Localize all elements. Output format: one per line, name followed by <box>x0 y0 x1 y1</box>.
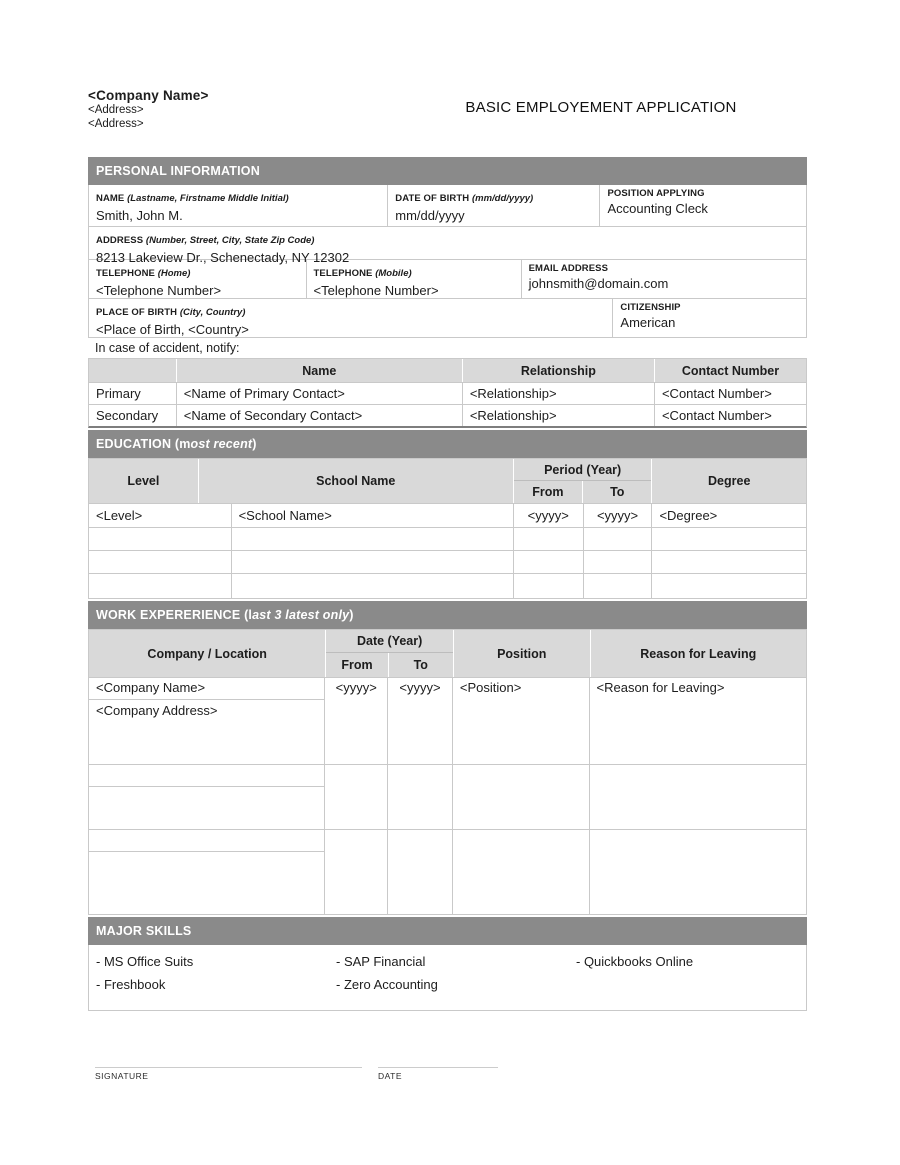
place-of-birth-value[interactable]: <Place of Birth, <Country> <box>96 322 249 337</box>
secondary-relationship-value[interactable]: <Relationship> <box>462 405 654 426</box>
skills-column-3 <box>576 950 693 973</box>
section-header-personal-information <box>88 157 807 185</box>
education-header-to: To <box>610 485 625 499</box>
work-to-empty[interactable] <box>388 830 453 914</box>
education-from-empty[interactable] <box>513 574 583 598</box>
emergency-row-secondary <box>89 404 806 426</box>
education-title-italic: ost recent <box>190 437 253 451</box>
education-level-empty[interactable] <box>89 551 231 573</box>
education-title-pre: EDUCATION (m <box>96 437 191 451</box>
work-position-empty[interactable] <box>453 765 590 829</box>
telephone-mobile-hint: (Mobile) <box>375 268 412 279</box>
primary-name-value[interactable]: <Name of Primary Contact> <box>176 383 462 404</box>
skill-item: - MS Office Suits <box>96 954 194 969</box>
education-to-empty[interactable] <box>583 551 652 573</box>
address-hint: (Number, Street, City, State Zip Code) <box>145 235 315 246</box>
work-title-italic: ast 3 latest only <box>252 608 350 622</box>
education-from-empty[interactable] <box>513 551 583 573</box>
education-school-value[interactable]: <School Name> <box>231 504 513 527</box>
row-name-dob-position <box>89 185 806 226</box>
field-date-of-birth <box>387 185 599 226</box>
work-to-value[interactable]: <yyyy> <box>388 678 453 764</box>
dob-hint: (mm/dd/yyyy) <box>471 193 534 204</box>
education-degree-value[interactable]: <Degree> <box>651 504 806 527</box>
emergency-header-relationship: Relationship <box>462 359 654 382</box>
secondary-name-value[interactable]: <Name of Secondary Contact> <box>176 405 462 426</box>
name-label: NAME <box>96 193 128 204</box>
emergency-row-primary <box>89 382 806 404</box>
work-header-date-group <box>325 630 453 677</box>
work-block-2 <box>89 764 806 829</box>
row-telephone-email <box>89 259 806 298</box>
education-row-3 <box>89 550 806 573</box>
emergency-table-header <box>89 359 806 382</box>
secondary-contact-value[interactable]: <Contact Number> <box>654 405 806 426</box>
section-header-major-skills <box>88 917 807 945</box>
work-company-name-empty[interactable] <box>89 765 324 787</box>
name-hint: (Lastname, Firstname Middle Initial) <box>127 193 289 204</box>
citizenship-label: CITIZENSHIP <box>620 302 681 313</box>
work-header-position: Position <box>453 630 590 677</box>
education-to-empty[interactable] <box>583 574 652 598</box>
field-email <box>521 260 806 298</box>
primary-type-label: Primary <box>96 386 141 401</box>
personal-info-table <box>88 185 807 338</box>
education-school-empty[interactable] <box>231 528 513 550</box>
work-block-3 <box>89 829 806 914</box>
field-citizenship <box>612 299 806 337</box>
telephone-home-value[interactable]: <Telephone Number> <box>96 283 222 298</box>
email-value[interactable]: johnsmith@domain.com <box>528 276 669 291</box>
work-from-empty[interactable] <box>325 765 388 829</box>
skill-item: - Freshbook <box>96 977 166 992</box>
education-header-level: Level <box>127 474 160 488</box>
work-header-to: To <box>413 658 428 672</box>
education-header-school: School Name <box>198 459 513 503</box>
education-degree-empty[interactable] <box>651 574 806 598</box>
education-title-close: ) <box>252 437 257 451</box>
education-header-from: From <box>514 481 583 503</box>
work-from-empty[interactable] <box>325 830 388 914</box>
skill-item: - Quickbooks Online <box>576 954 694 969</box>
position-label: POSITION APPLYING <box>607 188 705 199</box>
section-header-education <box>88 430 807 458</box>
document-content <box>88 88 807 1081</box>
section-header-work-experience <box>88 601 807 629</box>
work-header-date: Date (Year) <box>326 630 453 653</box>
email-label: EMAIL ADDRESS <box>528 263 609 274</box>
work-reason-empty[interactable] <box>590 830 807 914</box>
emergency-header-name: Name <box>176 359 462 382</box>
work-header-from: From <box>326 653 388 677</box>
education-school-empty[interactable] <box>231 574 513 598</box>
skill-item: - SAP Financial <box>336 954 426 969</box>
telephone-home-hint: (Home) <box>157 268 191 279</box>
education-table <box>88 458 807 599</box>
secondary-type-label: Secondary <box>96 408 159 423</box>
education-level-empty[interactable] <box>89 528 231 550</box>
name-value[interactable]: Smith, John M. <box>96 208 183 223</box>
work-header-company: Company / Location <box>147 646 267 661</box>
work-title-close: ) <box>349 608 354 622</box>
work-header-reason: Reason for Leaving <box>590 630 806 677</box>
field-name <box>89 185 387 226</box>
work-company-name-empty[interactable] <box>89 830 324 852</box>
signature-footer <box>88 1067 807 1081</box>
field-place-of-birth <box>89 299 612 337</box>
education-header-period: Period (Year) <box>514 459 652 481</box>
position-value[interactable]: Accounting Cleck <box>607 201 708 216</box>
skills-section-title: MAJOR SKILLS <box>96 924 192 938</box>
field-telephone-mobile <box>306 260 521 298</box>
primary-contact-value[interactable]: <Contact Number> <box>654 383 806 404</box>
work-to-empty[interactable] <box>388 765 453 829</box>
address-value[interactable]: 8213 Lakeview Dr., Schenectady, NY 12302 <box>96 250 350 265</box>
education-degree-empty[interactable] <box>651 528 806 550</box>
signature-field[interactable]: SIGNATURE <box>95 1067 362 1081</box>
work-position-empty[interactable] <box>453 830 590 914</box>
place-of-birth-label: PLACE OF BIRTH <box>96 307 180 318</box>
skills-column-1 <box>96 950 193 996</box>
skill-item: - Zero Accounting <box>336 977 438 992</box>
field-position-applying <box>599 185 805 226</box>
telephone-home-label: TELEPHONE <box>96 268 158 279</box>
emergency-header-contact: Contact Number <box>654 359 806 382</box>
education-degree-empty[interactable] <box>651 551 806 573</box>
education-level-empty[interactable] <box>89 574 231 598</box>
emergency-contact-table <box>88 358 807 428</box>
emergency-header-blank <box>89 359 176 382</box>
row-birthplace-citizenship <box>89 298 806 337</box>
work-company-address-empty[interactable] <box>89 787 324 829</box>
education-row-4 <box>89 573 806 598</box>
work-company-address-value[interactable]: <Company Address> <box>96 703 218 718</box>
education-level-value[interactable]: <Level> <box>96 508 143 523</box>
education-to-value[interactable]: <yyyy> <box>583 504 652 527</box>
citizenship-value[interactable]: American <box>620 315 676 330</box>
work-block-1 <box>89 678 806 764</box>
work-title-pre: WORK EXPERERIENCE (l <box>96 608 253 622</box>
section-title-personal: PERSONAL INFORMATION <box>96 164 260 178</box>
education-table-header <box>89 459 806 504</box>
major-skills-box <box>88 945 807 1011</box>
company-address-line-2[interactable]: <Address> <box>88 118 144 130</box>
education-header-degree: Degree <box>651 459 806 503</box>
work-position-value[interactable]: <Position> <box>453 678 590 764</box>
work-company-address-empty[interactable] <box>89 852 324 914</box>
place-of-birth-hint: (City, Country) <box>179 307 246 318</box>
field-telephone-home <box>89 260 306 298</box>
date-field[interactable]: DATE <box>378 1067 498 1081</box>
emergency-notify-intro: In case of accident, notify: <box>95 341 240 355</box>
education-to-empty[interactable] <box>583 528 652 550</box>
education-school-empty[interactable] <box>231 551 513 573</box>
education-from-value[interactable]: <yyyy> <box>513 504 583 527</box>
company-name[interactable]: <Company Name> <box>88 88 209 103</box>
field-address <box>89 227 806 265</box>
work-experience-table <box>88 629 807 915</box>
education-row-2 <box>89 527 806 550</box>
work-table-header <box>89 630 806 678</box>
address-label: ADDRESS <box>96 235 146 246</box>
work-reason-value[interactable]: <Reason for Leaving> <box>596 680 725 695</box>
dob-value[interactable]: mm/dd/yyyy <box>395 208 465 223</box>
document-header <box>88 88 807 157</box>
telephone-mobile-value[interactable]: <Telephone Number> <box>313 283 439 298</box>
education-header-period-group <box>513 459 652 503</box>
dob-label: DATE OF BIRTH <box>395 193 472 204</box>
work-from-value[interactable]: <yyyy> <box>325 678 388 764</box>
work-company-name-value[interactable]: <Company Name> <box>89 678 324 700</box>
work-reason-empty[interactable] <box>590 765 807 829</box>
education-row-1 <box>89 504 806 527</box>
telephone-mobile-label: TELEPHONE <box>313 268 376 279</box>
education-from-empty[interactable] <box>513 528 583 550</box>
page-title: BASIC EMPLOYEMENT APPLICATION <box>465 99 737 116</box>
row-address <box>89 226 806 265</box>
company-address-line-1[interactable]: <Address> <box>88 104 144 116</box>
skills-column-2 <box>336 950 438 996</box>
primary-relationship-value[interactable]: <Relationship> <box>462 383 654 404</box>
